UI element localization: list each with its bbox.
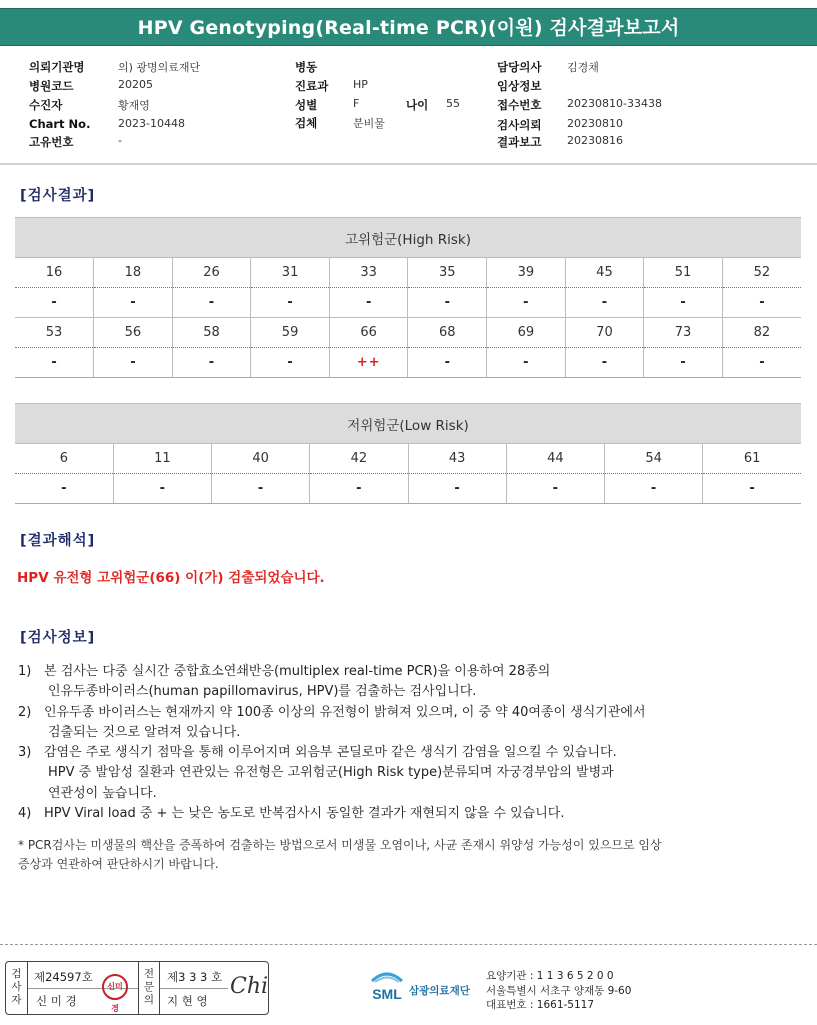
logo-text: SML: [372, 986, 402, 1002]
genotype-result-cell: -: [506, 474, 604, 504]
ward-label: 병동: [295, 60, 318, 74]
examiner-label: 검 사 자: [6, 962, 28, 1014]
genotype-cell: 42: [310, 444, 408, 474]
test-info-number: 3): [18, 745, 32, 761]
chart-no-label: Chart No.: [29, 117, 91, 131]
hospital-code-value: 20205: [118, 78, 153, 91]
chart-no-value: 2023-10448: [118, 117, 185, 130]
test-info-line: 검출되는 것으로 알려져 있습니다.: [48, 724, 241, 740]
org-code: 요양기관 : 1 1 3 6 5 2 0 0: [486, 970, 614, 982]
genotype-result-cell: -: [565, 288, 644, 318]
sml-logo-icon: [366, 969, 408, 1003]
test-info-line: 본 검사는 다중 실시간 중합효소연쇄반응(multiplex real-time PCR)을 이용하여 28종의: [44, 664, 551, 679]
genotype-cell: 6: [15, 444, 113, 474]
test-info-section-title: [검사정보]: [20, 630, 96, 646]
test-info-item: [18, 703, 798, 744]
specimen-value: 분비물: [353, 117, 385, 130]
high-risk-table: [15, 217, 801, 378]
specialist-signature: Chi: [230, 974, 269, 999]
interpretation-text: HPV 유전형 고위험군(66) 이(가) 검출되었습니다.: [17, 570, 325, 586]
genotype-cell: 59: [251, 318, 330, 348]
genotype-result-cell: -: [487, 348, 566, 378]
receipt-no-value: 20230810-33438: [567, 97, 662, 110]
sex-label: 성별: [295, 98, 318, 112]
institution-label: 의뢰기관명: [29, 60, 85, 74]
genotype-cell: 70: [565, 318, 644, 348]
report-date-label: 결과보고: [497, 135, 542, 149]
org-name: 삼광의료재단: [409, 985, 470, 997]
genotype-cell: 43: [408, 444, 506, 474]
test-info-number: 2): [18, 704, 32, 720]
low-risk-title: 저위험군(Low Risk): [15, 404, 801, 444]
genotype-result-cell: -: [644, 348, 723, 378]
examiner-stamp: 신미경: [102, 974, 128, 1000]
genotype-cell: 18: [94, 258, 173, 288]
genotype-cell: 35: [408, 258, 487, 288]
genotype-result-cell: -: [703, 474, 801, 504]
examinee-label: 수진자: [29, 98, 63, 112]
org-phone: 대표번호 : 1661-5117: [486, 999, 595, 1011]
genotype-cell: 53: [15, 318, 94, 348]
hospital-code-label: 병원코드: [29, 79, 74, 93]
genotype-result-cell: -: [15, 348, 94, 378]
patient-info: [0, 56, 817, 160]
institution-value: 의) 광명의료재단: [118, 61, 201, 74]
genotype-cell: 69: [487, 318, 566, 348]
age-label: 나이: [406, 98, 429, 112]
report-title: HPV Genotyping(Real-time PCR)(이원) 검사결과보고서: [0, 8, 817, 46]
results-section-title: [검사결과]: [20, 188, 96, 204]
request-date-label: 검사의뢰: [497, 118, 542, 132]
report-date-value: 20230816: [567, 134, 623, 147]
doctor-label: 담당의사: [497, 60, 542, 74]
unique-no-label: 고유번호: [29, 135, 74, 149]
genotype-result-cell: -: [408, 348, 487, 378]
genotype-cell: 58: [172, 318, 251, 348]
specialist-name: 지 현 영: [167, 994, 208, 1008]
disclaimer-note: [18, 836, 788, 874]
genotype-result-cell: -: [605, 474, 703, 504]
test-info-item: [18, 662, 798, 703]
genotype-cell: 54: [605, 444, 703, 474]
genotype-result-cell: -: [722, 288, 801, 318]
interpretation-section-title: [결과해석]: [20, 533, 96, 549]
genotype-cell: 73: [644, 318, 723, 348]
specialist-license: 제3 3 3 호: [167, 970, 223, 984]
genotype-result-cell: ++: [329, 348, 408, 378]
test-info-line: HPV 중 발암성 질환과 연관있는 유전형은 고위험군(High Risk type)분류되며 자궁경부암의 발병과: [48, 765, 614, 781]
genotype-cell: 61: [703, 444, 801, 474]
clinical-info-label: 임상정보: [497, 79, 542, 93]
genotype-result-cell: -: [15, 288, 94, 318]
genotype-result-cell: -: [408, 474, 506, 504]
info-divider: [0, 163, 817, 165]
genotype-cell: 45: [565, 258, 644, 288]
genotype-result-cell: -: [251, 348, 330, 378]
signature-box: [5, 961, 269, 1015]
age-value: 55: [446, 97, 460, 110]
test-info-item: [18, 804, 798, 824]
request-date-value: 20230810: [567, 117, 623, 130]
note-line: * PCR검사는 미생물의 핵산을 증폭하여 검출하는 방법으로서 미생물 오염이나, 사균 존재시 위양성 가능성이 있으므로 임상: [18, 838, 662, 852]
genotype-cell: 31: [251, 258, 330, 288]
genotype-result-cell: -: [408, 288, 487, 318]
genotype-result-cell: -: [172, 348, 251, 378]
specialist-label: 전 문 의: [138, 962, 160, 1014]
genotype-cell: 33: [329, 258, 408, 288]
genotype-result-cell: -: [722, 348, 801, 378]
genotype-result-cell: -: [15, 474, 113, 504]
genotype-cell: 68: [408, 318, 487, 348]
org-address: 서울특별시 서초구 양재동 9-60: [486, 984, 632, 997]
genotype-cell: 82: [722, 318, 801, 348]
genotype-cell: 26: [172, 258, 251, 288]
test-info-item: [18, 743, 798, 804]
test-info-line: 연관성이 높습니다.: [48, 785, 157, 801]
note-line: 증상과 연관하여 판단하시기 바랍니다.: [18, 857, 219, 871]
genotype-result-cell: -: [644, 288, 723, 318]
specialist-divider: [160, 988, 228, 989]
genotype-result-cell: -: [329, 288, 408, 318]
genotype-result-cell: -: [212, 474, 310, 504]
genotype-result-cell: -: [113, 474, 211, 504]
genotype-cell: 52: [722, 258, 801, 288]
test-info-line: 인유두종 바이러스는 현재까지 약 100종 이상의 유전형이 밝혀져 있으며, 이 중 약 40여종이 생식기관에서: [44, 704, 646, 720]
test-info-number: 4): [18, 806, 32, 822]
doctor-value: 김경채: [567, 61, 599, 74]
footer-divider: [0, 944, 817, 945]
low-risk-table: [15, 403, 801, 504]
genotype-result-cell: -: [251, 288, 330, 318]
genotype-cell: 39: [487, 258, 566, 288]
genotype-cell: 11: [113, 444, 211, 474]
genotype-result-cell: -: [94, 348, 173, 378]
genotype-cell: 44: [506, 444, 604, 474]
receipt-no-label: 접수번호: [497, 98, 542, 112]
specimen-label: 검체: [295, 116, 318, 130]
department-label: 진료과: [295, 79, 329, 93]
genotype-result-cell: -: [487, 288, 566, 318]
sex-value: F: [353, 97, 360, 110]
test-info-number: 1): [18, 664, 32, 679]
examiner-name: 신 미 경: [36, 994, 77, 1008]
test-info-line: 인유두종바이러스(human papillomavirus, HPV)를 검출하는 검사입니다.: [48, 684, 477, 700]
genotype-result-cell: -: [565, 348, 644, 378]
genotype-cell: 40: [212, 444, 310, 474]
genotype-cell: 66: [329, 318, 408, 348]
genotype-cell: 16: [15, 258, 94, 288]
genotype-result-cell: -: [310, 474, 408, 504]
genotype-cell: 56: [94, 318, 173, 348]
unique-no-value: -: [118, 134, 122, 147]
org-info: [486, 969, 631, 1013]
genotype-cell: 51: [644, 258, 723, 288]
test-info-line: HPV Viral load 중 + 는 낮은 농도로 반복검사시 동일한 결과가 재현되지 않을 수 있습니다.: [44, 806, 565, 822]
examiner-license: 제24597호: [34, 970, 93, 984]
examinee-value: 황재영: [118, 99, 150, 112]
department-value: HP: [353, 78, 368, 91]
genotype-result-cell: -: [172, 288, 251, 318]
test-info-line: 감염은 주로 생식기 점막을 통해 이루어지며 외음부 콘딜로마 같은 생식기 감염을 일으킬 수 있습니다.: [44, 745, 617, 761]
test-info-list: [18, 662, 798, 824]
high-risk-title: 고위험군(High Risk): [15, 218, 801, 258]
genotype-result-cell: -: [94, 288, 173, 318]
